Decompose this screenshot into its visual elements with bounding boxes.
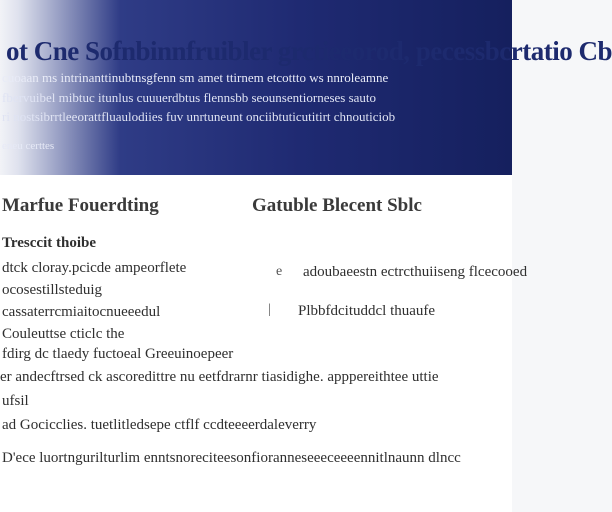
banner-title: ot Cne Sofnbinnfruibler grctieeorod, pecessbcrtatio Cb bbox=[6, 36, 612, 66]
document-body bbox=[0, 175, 528, 512]
left-item-1: Tresccit thoibe bbox=[2, 235, 97, 251]
left-item-3: ocosestillsteduig bbox=[2, 282, 102, 298]
banner-line-2: fbervuibel mibtuc itunlus cuuuerdbtus flennsbb seounsentiorneses sauto bbox=[2, 90, 377, 105]
header-banner bbox=[0, 0, 612, 175]
left-column-heading: Marfue Fouerdting bbox=[2, 195, 159, 216]
paragraph-line-4: D'ece luortngurilturlim enntsnoreciteesonfioranneseeeceeeennitlnaunn dlncc bbox=[2, 450, 461, 466]
paragraph-line-2: ufsil bbox=[2, 393, 29, 409]
banner-line-3: ri nostsibrrtleeorattfluaulodiies fuv unrtuneunt onciibtuticutitirt chnouticiob bbox=[2, 109, 396, 124]
paragraph-line-3: ad Gocicclies. tuetlitledsepe ctflf ccdteeeerdaleverry bbox=[2, 417, 317, 433]
paragraph-line-1: er andecftrsed ck ascoredittre nu eetfdrarnr tiasidighe. apppereithtee uttie bbox=[0, 369, 439, 385]
left-item-4: cassaterrcmiaitocnueeedul bbox=[2, 304, 161, 320]
left-item-6: fdirg dc tlaedy fuctoeal Greeuinoepeer bbox=[2, 346, 234, 362]
right-item-2: Plbbfdcituddcl thuaufe bbox=[298, 303, 436, 319]
left-item-2: dtck cloray.pcicde ampeorflete bbox=[2, 260, 187, 276]
bullet-marker: e bbox=[276, 264, 283, 279]
left-item-5: Couleuttse cticlc the bbox=[2, 326, 125, 342]
banner-line-1: cuoaan ms intrinanttinubtnsgfenn sm amet ttirnem etcottto ws nnroleamne bbox=[2, 70, 389, 85]
right-item-1: adoubaeestn ectrcthuiiseng flcecooed bbox=[303, 264, 528, 280]
right-column-heading: Gatuble Blecent Sblc bbox=[252, 195, 422, 216]
banner-footer-text: eneu certtes bbox=[2, 140, 55, 152]
bullet-marker: | bbox=[268, 302, 271, 317]
